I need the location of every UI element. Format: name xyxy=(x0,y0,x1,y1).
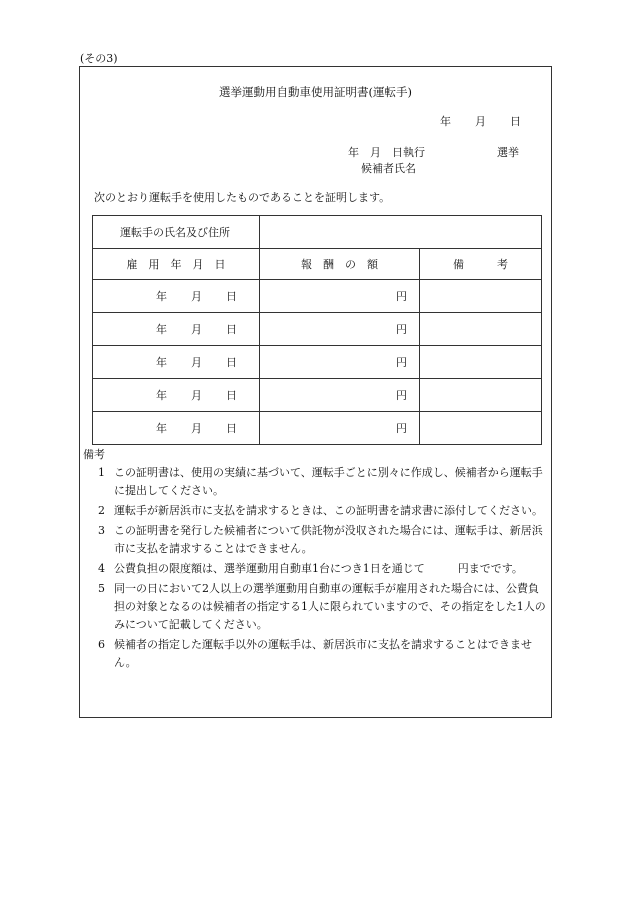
note-item xyxy=(98,560,546,578)
day-label: 日 xyxy=(226,290,237,303)
note-number: 2 xyxy=(98,504,105,517)
notes-list xyxy=(98,464,546,674)
driver-table xyxy=(92,215,542,445)
employment-date-cell[interactable] xyxy=(93,280,260,313)
note-item xyxy=(98,464,546,500)
employment-date-cell[interactable] xyxy=(93,379,260,412)
year-label: 年 xyxy=(156,356,167,369)
remarks-cell[interactable] xyxy=(420,313,542,346)
issue-day-label: 日 xyxy=(510,115,521,128)
note-text: 同一の日において2人以上の選挙運動用自動車の運転手が雇用された場合には、公費負担の対象となるのは候補者の指定する1人に限られていますので、その指定をした1人のみについて記載してください。 xyxy=(114,582,546,631)
month-label: 月 xyxy=(191,323,202,336)
remuneration-cell[interactable]: 円 xyxy=(260,280,420,313)
month-label: 月 xyxy=(191,290,202,303)
employment-date-cell[interactable] xyxy=(93,346,260,379)
notes-title: 備考 xyxy=(83,448,105,461)
employment-date-cell[interactable] xyxy=(93,313,260,346)
page-label: (その3) xyxy=(80,52,118,65)
table-row xyxy=(93,379,542,412)
day-label: 日 xyxy=(226,323,237,336)
name-address-header: 運転手の氏名及び住所 xyxy=(93,216,260,249)
note-item xyxy=(98,522,546,558)
note-item xyxy=(98,580,546,634)
day-label: 日 xyxy=(226,356,237,369)
note-text: 候補者の指定した運転手以外の運転手は、新居浜市に支払を請求することはできません。 xyxy=(114,638,532,669)
remuneration-header: 報 酬 の 額 xyxy=(260,249,420,280)
remuneration-cell[interactable]: 円 xyxy=(260,346,420,379)
month-label: 月 xyxy=(191,389,202,402)
remarks-cell[interactable] xyxy=(420,280,542,313)
year-label: 年 xyxy=(156,389,167,402)
note-number: 1 xyxy=(98,466,105,479)
month-label: 月 xyxy=(191,356,202,369)
election-label: 選挙 xyxy=(497,146,519,159)
election-execution-line xyxy=(348,144,519,160)
note-number: 4 xyxy=(98,562,105,575)
day-label: 日 xyxy=(226,422,237,435)
note-item xyxy=(98,636,546,672)
remarks-header: 備 考 xyxy=(420,249,542,280)
month-label: 月 xyxy=(191,422,202,435)
issue-year-label: 年 xyxy=(440,115,451,128)
note-item xyxy=(98,502,546,520)
table-row xyxy=(93,346,542,379)
note-text: この証明書を発行した候補者について供託物が没収された場合には、運転手は、新居浜市に支払を請求することはできません。 xyxy=(114,524,543,555)
table-row xyxy=(93,412,542,445)
remarks-cell[interactable] xyxy=(420,412,542,445)
note-number: 6 xyxy=(98,638,105,651)
note-text: この証明書は、使用の実績に基づいて、運転手ごとに別々に作成し、候補者から運転手に提出してください。 xyxy=(114,466,543,497)
year-label: 年 xyxy=(156,422,167,435)
issue-date xyxy=(440,113,521,129)
remarks-cell[interactable] xyxy=(420,346,542,379)
day-label: 日 xyxy=(226,389,237,402)
intro-statement: 次のとおり運転手を使用したものであることを証明します。 xyxy=(94,191,391,204)
name-address-field[interactable] xyxy=(260,216,542,249)
note-text: 運転手が新居浜市に支払を請求するときは、この証明書を請求書に添付してください。 xyxy=(114,504,543,517)
certificate-frame xyxy=(79,66,552,718)
table-row xyxy=(93,313,542,346)
execution-date-label: 年 月 日執行 xyxy=(348,146,425,159)
remuneration-cell[interactable]: 円 xyxy=(260,412,420,445)
issue-month-label: 月 xyxy=(475,115,486,128)
note-number: 3 xyxy=(98,524,105,537)
note-number: 5 xyxy=(98,582,105,595)
employment-date-cell[interactable] xyxy=(93,412,260,445)
remarks-cell[interactable] xyxy=(420,379,542,412)
year-label: 年 xyxy=(156,290,167,303)
document-title: 選挙運動用自動車使用証明書(運転手) xyxy=(219,85,412,99)
remuneration-cell[interactable]: 円 xyxy=(260,379,420,412)
candidate-name-label: 候補者氏名 xyxy=(361,162,416,175)
remuneration-cell[interactable]: 円 xyxy=(260,313,420,346)
table-row xyxy=(93,280,542,313)
employment-date-header: 雇 用 年 月 日 xyxy=(93,249,260,280)
note-text: 公費負担の限度額は、選挙運動用自動車1台につき1日を通じて 円までです。 xyxy=(114,562,523,575)
year-label: 年 xyxy=(156,323,167,336)
